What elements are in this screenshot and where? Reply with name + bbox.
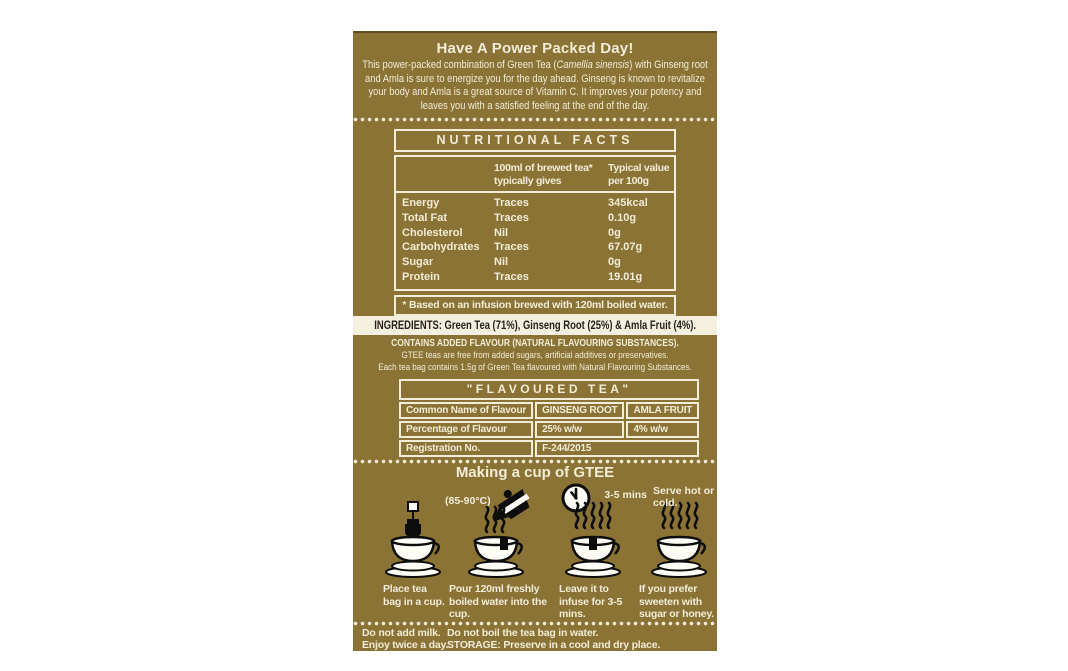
table-row bbox=[402, 226, 674, 241]
flavour-percentage-amla: 4% w/w bbox=[626, 421, 699, 438]
step-caption: If you prefer sweeten with sugar or honey. bbox=[639, 583, 714, 620]
nutrition-title: NUTRITIONAL FACTS bbox=[394, 129, 676, 152]
table-row bbox=[399, 379, 699, 400]
brewing-step-3 bbox=[559, 483, 647, 621]
nutrient-name: Sugar bbox=[402, 256, 434, 269]
teacup-icon bbox=[386, 537, 440, 577]
nutrient-name: Cholesterol bbox=[402, 226, 463, 239]
flavour-common-name-label: Common Name of Flavour bbox=[399, 402, 533, 419]
teacup-icon bbox=[566, 537, 620, 577]
teabag-into-cup-icon bbox=[383, 501, 445, 579]
tea-package-label bbox=[353, 31, 717, 651]
infuse-time-annotation: 3-5 mins bbox=[604, 489, 647, 501]
table-row bbox=[399, 440, 699, 457]
step-caption: Leave it to infuse for 3-5 mins. bbox=[559, 583, 623, 620]
nutrient-name: Energy bbox=[402, 197, 440, 209]
teacup-icon bbox=[469, 537, 523, 577]
nutrient-name: Carbohydrates bbox=[402, 241, 480, 254]
nutrition-col-header-brewed: 100ml of brewed tea* typically gives bbox=[494, 162, 593, 187]
nutrition-main-box bbox=[394, 155, 676, 291]
nutrition-col-header-typical: Typical value per 100g bbox=[608, 162, 670, 187]
footer-twice-a-day: Enjoy twice a day. bbox=[362, 639, 449, 651]
footer-notes bbox=[362, 627, 713, 651]
intro-title: Have A Power Packed Day! bbox=[436, 40, 634, 57]
nutrient-typical-value: 67.07g bbox=[608, 241, 643, 254]
flavour-percentage-label: Percentage of Flavour bbox=[399, 421, 533, 438]
brewing-steps bbox=[353, 483, 717, 633]
dotted-divider-top bbox=[353, 117, 717, 122]
table-row bbox=[399, 402, 699, 419]
teabag bbox=[405, 519, 421, 537]
table-row bbox=[402, 211, 674, 226]
flavour-note-line3: Each tea bag contains 1.5g of Green Tea flavoured with Natural Flavouring Substances. bbox=[378, 362, 692, 373]
flavoured-tea-table bbox=[397, 377, 701, 459]
teabag-tag bbox=[500, 538, 508, 550]
brewing-step-2 bbox=[445, 483, 555, 621]
ingredients-strip bbox=[353, 316, 717, 335]
table-row bbox=[402, 270, 674, 285]
steaming-cup-icon bbox=[639, 501, 717, 579]
nutrient-name: Total Fat bbox=[402, 211, 448, 224]
flavour-common-name-ginseng: GINSENG ROOT bbox=[535, 402, 624, 419]
registration-no-value: F-244/2015 bbox=[535, 440, 699, 457]
water-temperature-annotation: (85-90°C) bbox=[445, 495, 491, 507]
nutrition-facts-table bbox=[394, 129, 676, 316]
nutrient-typical-value: 0.10g bbox=[608, 211, 637, 224]
flavoured-tea-title: "FLAVOURED TEA" bbox=[399, 379, 699, 400]
flavour-note-line2: GTEE teas are free from added sugars, artificial additives or preservatives. bbox=[401, 350, 669, 361]
table-row bbox=[402, 255, 674, 270]
nutrient-brewed-value: Nil bbox=[494, 256, 509, 269]
flavour-percentage-ginseng: 25% w/w bbox=[535, 421, 624, 438]
nutrient-typical-value: 345kcal bbox=[608, 197, 648, 209]
intro-paragraph bbox=[361, 59, 710, 113]
nutrient-brewed-value: Nil bbox=[494, 226, 509, 239]
table-row bbox=[402, 240, 674, 255]
nutrient-typical-value: 0g bbox=[608, 256, 621, 269]
flavour-notes bbox=[361, 338, 710, 374]
brewing-step-4 bbox=[639, 483, 717, 621]
intro-text-latin-name: Camellia sinensis bbox=[556, 59, 630, 71]
nutrient-brewed-value: Traces bbox=[494, 211, 529, 224]
nutrition-footnote: * Based on an infusion brewed with 120ml boiled water. bbox=[394, 295, 676, 316]
ingredients-text: INGREDIENTS: Green Tea (71%), Ginseng Root (25%) & Amla Fruit (4%). bbox=[374, 319, 696, 332]
serve-annotation: Serve hot or cold. bbox=[653, 485, 715, 509]
dotted-divider-bottom bbox=[353, 621, 717, 626]
table-row bbox=[402, 196, 674, 211]
teacup-icon bbox=[652, 537, 706, 577]
teabag-tag bbox=[408, 502, 418, 511]
nutrient-typical-value: 19.01g bbox=[608, 270, 643, 283]
step-caption: Pour 120ml freshly boiled water into the cup. bbox=[449, 583, 547, 620]
nutrient-typical-value: 0g bbox=[608, 226, 621, 239]
brewing-title: Making a cup of GTEE bbox=[455, 464, 615, 481]
footer-no-boil: Do not boil the tea bag in water. bbox=[447, 627, 599, 639]
table-row bbox=[399, 421, 699, 438]
intro-text-pre: This power-packed combination of Green Tea ( bbox=[362, 59, 557, 71]
footer-storage: STORAGE: Preserve in a cool and dry place. bbox=[447, 639, 661, 651]
step-caption: Place tea bag in a cup. bbox=[383, 583, 445, 608]
flavour-common-name-amla: AMLA FRUIT bbox=[626, 402, 699, 419]
nutrient-brewed-value: Traces bbox=[494, 197, 529, 209]
teabag-tag bbox=[589, 538, 597, 550]
intro-text-post: ) with Ginseng root and Amla is sure to energize you for the day ahead. Ginseng is known to revitalize your body and Amla is a great source of Vitamin C. It improves your potency and leaves you with a satisfied feeling at the end of the day. bbox=[365, 59, 708, 112]
flavour-note-line1: CONTAINS ADDED FLAVOUR (NATURAL FLAVOURING SUBSTANCES). bbox=[391, 338, 679, 349]
nutrient-name: Protein bbox=[402, 270, 440, 283]
footer-no-milk: Do not add milk. bbox=[362, 627, 441, 639]
brewing-step-1 bbox=[383, 483, 447, 608]
nutrient-brewed-value: Traces bbox=[494, 270, 529, 283]
registration-no-label: Registration No. bbox=[399, 440, 533, 457]
nutrition-col-empty bbox=[402, 162, 492, 187]
nutrient-brewed-value: Traces bbox=[494, 241, 529, 254]
